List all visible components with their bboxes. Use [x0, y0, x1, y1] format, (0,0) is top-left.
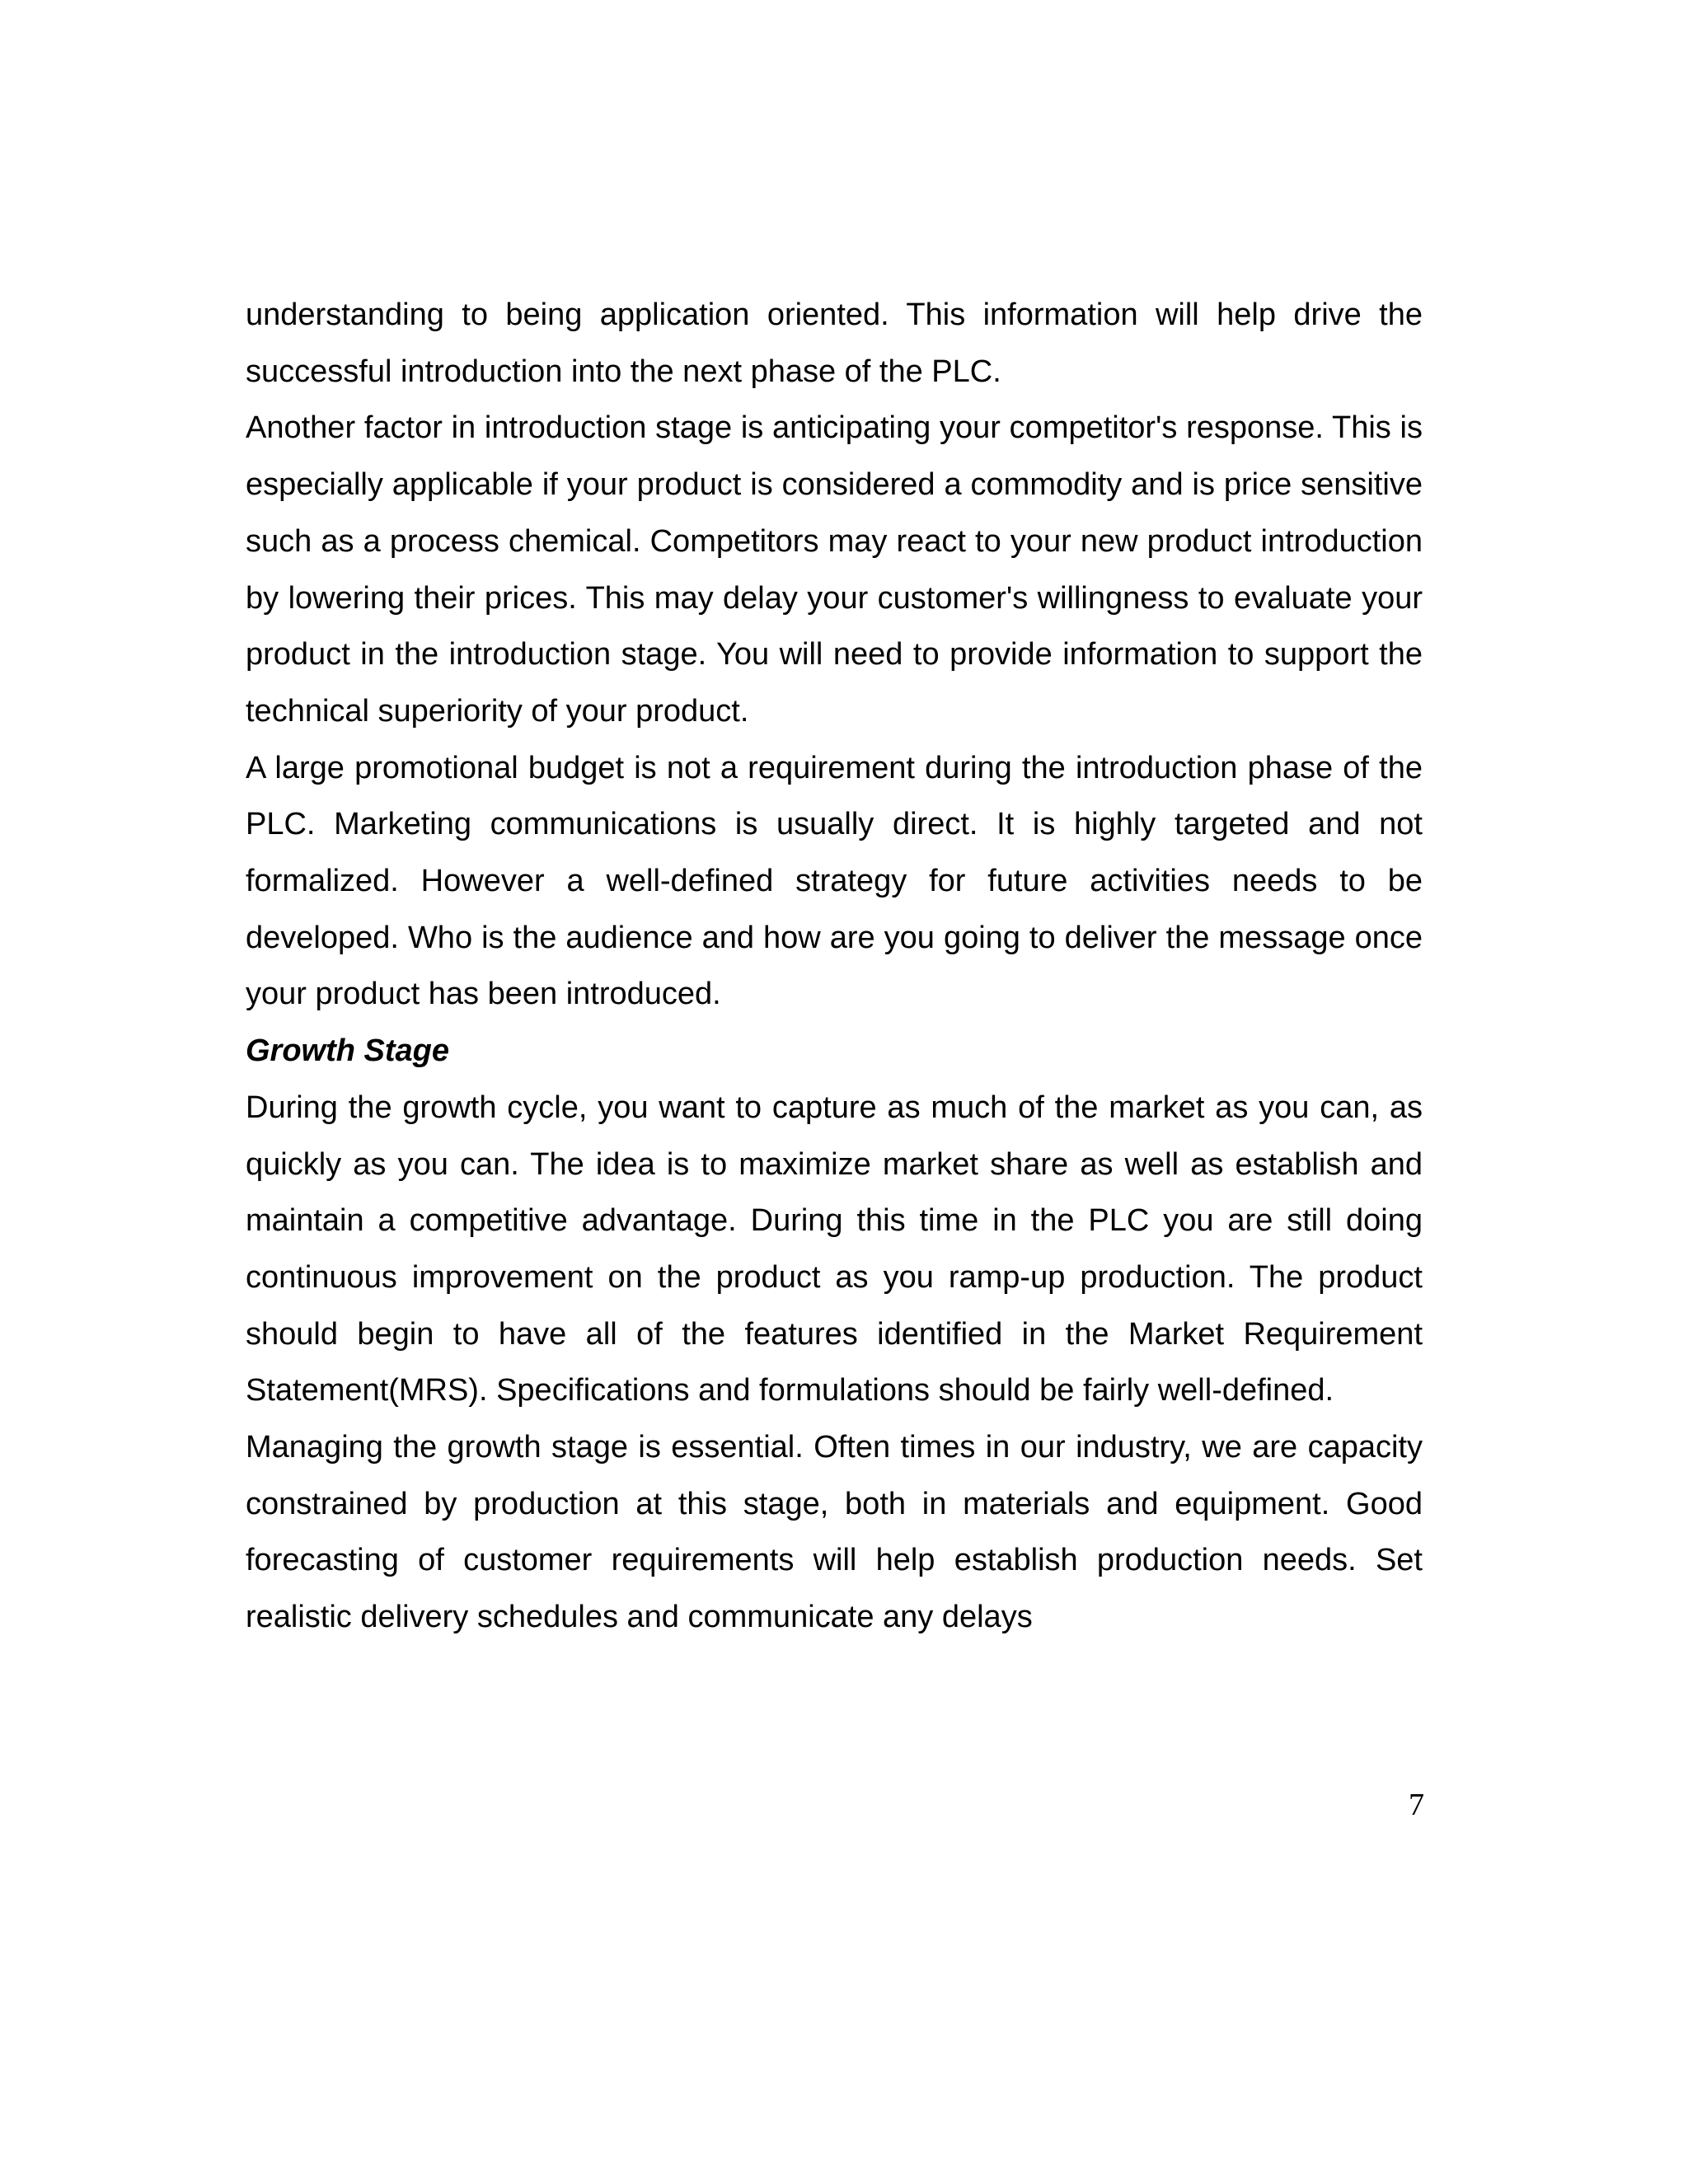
paragraph-growth-cycle: During the growth cycle, you want to capture as much of the market as you can, as quickly as you can. The idea is to maximize market share as well as establish and maintain a competitive advantage. During this time in the PLC you are still doing continuous improvement on the product as you ramp-up production. The product should begin to have all of the features identified in the Market Requirement Statement(MRS). Specifications and formulations should be fairly well-defined.: [246, 1090, 1423, 1408]
section-heading-growth-stage: Growth Stage: [246, 1033, 450, 1069]
paragraph-plc-intro: understanding to being application oriented. This information will help drive the successful introduction into the next phase of the PLC.: [246, 298, 1423, 389]
paragraph-managing-growth: Managing the growth stage is essential. Often times in our industry, we are capacity constrained by production at this stage, both in materials and equipment. Good forecasting of customer requirements will help establish production needs. Set realistic delivery schedules and communicate any delays: [246, 1430, 1423, 1635]
paragraph-competitor-response: Another factor in introduction stage is anticipating your competitor's response. This is especially applicable if your product is considered a commodity and is price sensitive such as a process chemical. Competitors may react to your new product introduction by lowering their prices. This may delay your customer's willingness to evaluate your product in the introduction stage. You will need to provide information to support the technical superiority of your product.: [246, 410, 1423, 729]
paragraph-promotional-budget: A large promotional budget is not a requirement during the introduction phase of the PLC. Marketing communications is usually direct. It is highly targeted and not formalized. However a well-defined strategy for future activities needs to be developed. Who is the audience and how are you going to deliver the message once your product has been introduced.: [246, 750, 1423, 1012]
body-text: [246, 287, 1423, 1646]
page-number: 7: [1409, 1788, 1424, 1822]
